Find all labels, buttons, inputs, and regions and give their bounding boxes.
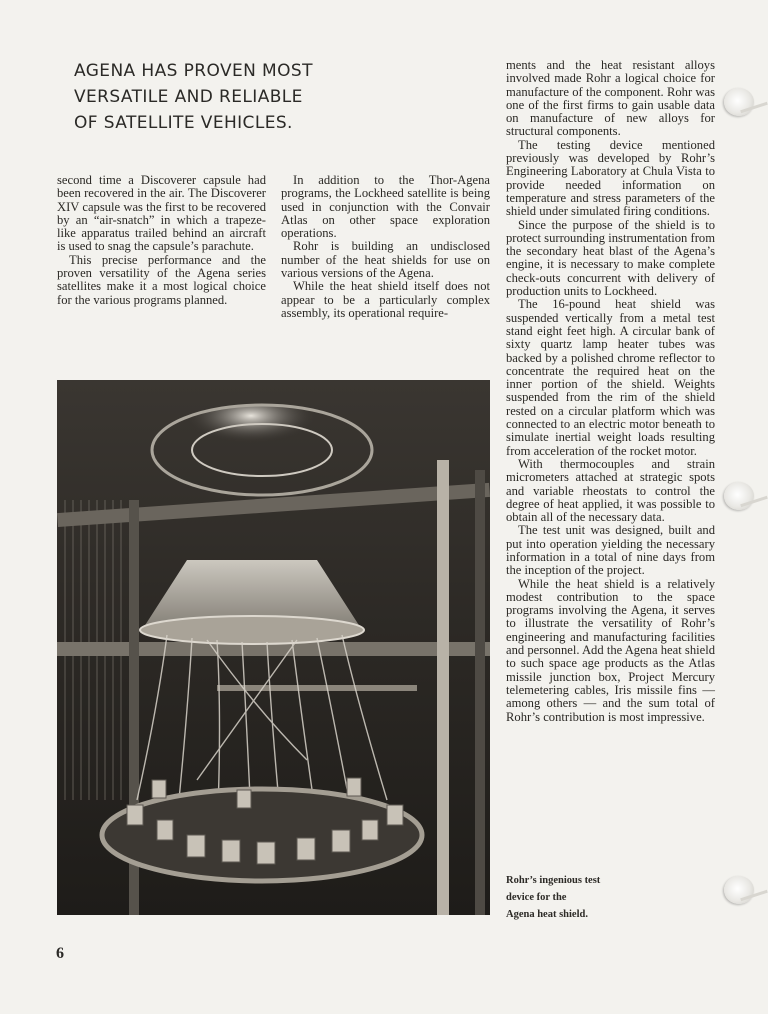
paragraph: second time a Discoverer capsule had been recovered in the air. The Discoverer XIV capsule was the first to be recovered by an “air-snatch” in which a trapeze-like apparatus trailed behind an aircraft is used to snag the capsule’s parachute.: [57, 173, 266, 254]
text-column-2: [281, 174, 490, 320]
binder-hole: [724, 482, 754, 510]
paragraph: The testing device mentioned previously was developed by Rohr’s Engineering Laboratory at Chula Vista to provide needed information on temperature and stress parameters of the shield under simulated firing conditions.: [506, 137, 715, 219]
caption-line: Agena heat shield.: [506, 909, 588, 920]
heat-shield-test-photo: [57, 380, 490, 915]
headline: [74, 58, 374, 136]
photo-caption: [506, 872, 646, 923]
paragraph: In addition to the Thor-Agena programs, the Lockheed satellite is being used in conjunction with the Convair Atlas on other space exploration operations.: [281, 173, 490, 241]
paragraph: This precise performance and the proven versatility of the Agena series satellites make it a most logical choice for the various programs planned.: [57, 252, 266, 307]
headline-line-2: VERSATILE AND RELIABLE: [74, 87, 303, 107]
binder-hole: [724, 876, 754, 904]
paragraph: Since the purpose of the shield is to protect surrounding instrumentation from the secondary heat blast of the Agena’s engine, it is necessary to make complete check-outs concurrent with delivery of production units to Lockheed.: [506, 217, 715, 299]
headline-line-1: AGENA HAS PROVEN MOST: [74, 61, 313, 81]
paragraph: While the heat shield is a relatively modest contribution to the space programs involving the Agena, it serves to illustrate the versatility of Rohr’s engineering and manufacturing facilities and personnel. Add the Agena heat shield to such space age products as the Atlas missile junction box, Project Mercury telemetering cables, Iris missile fins — among others — and the sum total of Rohr’s contribution is most impressive.: [506, 576, 715, 724]
paragraph: The 16-pound heat shield was suspended vertically from a metal test stand eight feet high. A circular bank of sixty quartz lamp heater tubes was backed by a polished chrome reflector to concentrate the required heat on the inner portion of the shield. Weights suspended from the rim of the shield rested on a circular platform which was connected to an electric motor beneath to simulate inertial weight loads resulting from acceleration of the rocket motor.: [506, 297, 715, 458]
binder-hole: [724, 88, 754, 116]
page-number: 6: [56, 945, 64, 962]
paragraph: The test unit was designed, built and put into operation yielding the necessary information in a total of nine days from the inception of the project.: [506, 523, 715, 578]
paragraph: ments and the heat resistant alloys involved made Rohr a logical choice for manufacture of the component. Rohr was one of the first firms to gain usable data on manufacture of new alloys for structural components.: [506, 58, 715, 139]
text-column-1: [57, 174, 266, 307]
text-column-3: [506, 59, 715, 724]
caption-line: Rohr’s ingenious test: [506, 875, 601, 886]
paragraph: Rohr is building an undisclosed number of the heat shields for use on various versions of the Agena.: [281, 239, 490, 281]
paragraph: With thermocouples and strain micrometers attached at strategic spots and variable rheostats to control the degree of heat applied, it was possible to obtain all of the necessary data.: [506, 456, 715, 525]
paragraph: While the heat shield itself does not appear to be a particularly complex assembly, its operational require-: [281, 279, 490, 320]
caption-line: device for the: [506, 892, 567, 903]
headline-line-3: OF SATELLITE VEHICLES.: [74, 113, 293, 133]
